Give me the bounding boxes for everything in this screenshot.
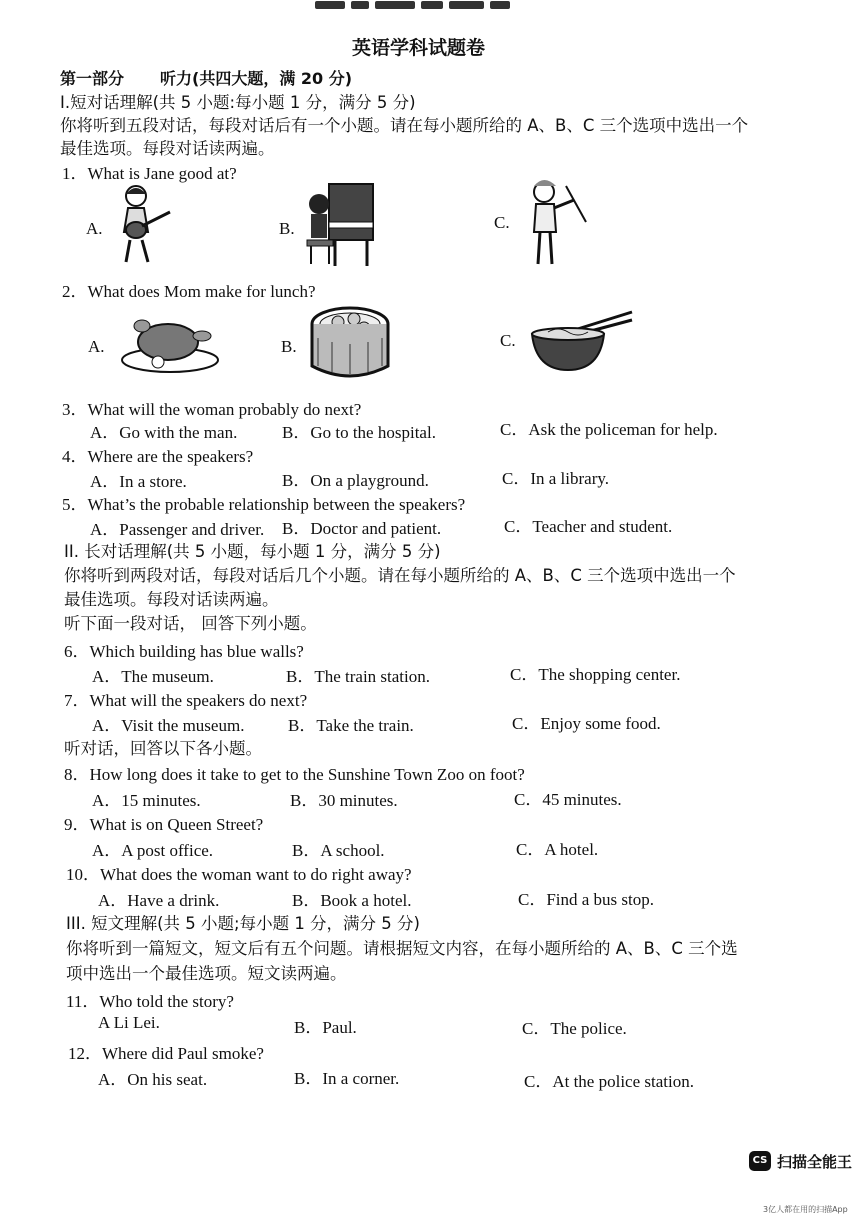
q1-option-c: C.	[494, 213, 510, 232]
q1-option-b: B.	[279, 219, 295, 238]
part1-title: 听力(共四大题，满 20 分)	[160, 69, 353, 88]
section3-instruction-2: 项中选出一个最佳选项。短文读两遍。	[66, 964, 347, 983]
q12-option-a: A．On his seat.	[98, 1070, 208, 1089]
camscanner-brand: 扫描全能王	[777, 1153, 853, 1171]
q12-option-c: C．At the police station.	[524, 1072, 694, 1091]
q10-option-c: C．Find a bus stop.	[518, 890, 655, 909]
section1-heading: I.短对话理解(共 5 小题:每小题 1 分，满分 5 分)	[60, 93, 416, 112]
girl-guitar-icon	[112, 182, 174, 268]
q5-option-a: A．Passenger and driver.	[90, 520, 265, 539]
noodle-bowl-icon	[528, 308, 636, 374]
section2-instruction: 你将听到两段对话，每段对话后几个小题。请在每小题所给的 A、B、C 三个选项中选出一个	[64, 566, 736, 585]
q1-option-a: A.	[86, 219, 103, 238]
question-3: 3．What will the woman probably do next?	[62, 400, 362, 419]
question-6: 6．Which building has blue walls?	[64, 642, 304, 661]
q7-option-a: A．Visit the museum.	[92, 716, 245, 735]
section2-heading: II. 长对话理解(共 5 小题，每小题 1 分，满分 5 分)	[64, 542, 441, 561]
q3-option-a: A．Go with the man.	[90, 423, 238, 442]
camscanner-tagline: 3亿人都在用的扫描App	[763, 1205, 848, 1214]
section3-heading: III. 短文理解(共 5 小题;每小题 1 分，满分 5 分)	[66, 914, 420, 933]
section2-sub-instruction-1: 听下面一段对话， 回答下列小题。	[64, 614, 317, 633]
q4-option-b: B．On a playground.	[282, 471, 429, 490]
section2-instruction-2: 最佳选项。每段对话读两遍。	[64, 590, 279, 609]
question-10: 10．What does the woman want to do right away?	[66, 865, 412, 884]
part1-label: 第一部分	[60, 69, 125, 88]
q11-option-a: A Li Lei.	[98, 1013, 160, 1032]
q10-option-a: A．Have a drink.	[98, 891, 220, 910]
question-12: 12．Where did Paul smoke?	[68, 1044, 264, 1063]
q5-option-c: C．Teacher and student.	[504, 517, 673, 536]
q6-option-b: B．The train station.	[286, 667, 431, 686]
q11-option-c: C．The police.	[522, 1019, 627, 1038]
q6-option-c: C．The shopping center.	[510, 665, 681, 684]
q2-option-c: C.	[500, 331, 516, 350]
section2-sub-instruction-2: 听对话，回答以下各小题。	[64, 739, 262, 758]
q2-option-a: A.	[88, 337, 105, 356]
q5-option-b: B．Doctor and patient.	[282, 519, 442, 538]
question-8: 8．How long does it take to get to the Sunshine Town Zoo on foot?	[64, 765, 525, 784]
question-9: 9．What is on Queen Street?	[64, 815, 264, 834]
question-4: 4．Where are the speakers?	[62, 447, 254, 466]
q10-option-b: B．Book a hotel.	[292, 891, 412, 910]
q7-option-c: C．Enjoy some food.	[512, 714, 661, 733]
question-11: 11．Who told the story?	[66, 992, 234, 1011]
camscanner-logo-icon: CS	[749, 1151, 771, 1171]
section3-instruction: 你将听到一篇短文，短文后有五个问题。请根据短文内容，在每小题所给的 A、B、C 三个选	[66, 939, 738, 958]
q3-option-c: C．Ask the policeman for help.	[500, 420, 718, 439]
q9-option-b: B．A school.	[292, 841, 385, 860]
q8-option-b: B．30 minutes.	[290, 791, 398, 810]
q4-option-a: A．In a store.	[90, 472, 187, 491]
cropped-header	[315, 0, 535, 4]
q9-option-c: C．A hotel.	[516, 840, 599, 859]
question-2: 2．What does Mom make for lunch?	[62, 282, 316, 301]
girl-violin-icon	[520, 176, 590, 268]
q8-option-a: A．15 minutes.	[92, 791, 201, 810]
q6-option-a: A．The museum.	[92, 667, 214, 686]
section1-instruction: 你将听到五段对话，每段对话后有一个小题。请在每小题所给的 A、B、C 三个选项中选出一个	[60, 116, 749, 135]
section1-instruction-2: 最佳选项。每段对话读两遍。	[60, 139, 275, 158]
q2-option-b: B.	[281, 337, 297, 356]
q8-option-c: C．45 minutes.	[514, 790, 622, 809]
q9-option-a: A．A post office.	[92, 841, 214, 860]
q7-option-b: B．Take the train.	[288, 716, 414, 735]
q4-option-c: C．In a library.	[502, 469, 610, 488]
piano-icon	[303, 182, 375, 268]
roast-chicken-icon	[118, 310, 222, 374]
q11-option-b: B．Paul.	[294, 1018, 357, 1037]
question-1: 1．What is Jane good at?	[62, 164, 237, 183]
q12-option-b: B．In a corner.	[294, 1069, 400, 1088]
question-5: 5．What’s the probable relationship between the speakers?	[62, 495, 466, 514]
question-7: 7．What will the speakers do next?	[64, 691, 308, 710]
exam-title: 英语学科试题卷	[352, 37, 486, 59]
q3-option-b: B．Go to the hospital.	[282, 423, 436, 442]
dumpling-steamer-icon	[308, 302, 392, 384]
